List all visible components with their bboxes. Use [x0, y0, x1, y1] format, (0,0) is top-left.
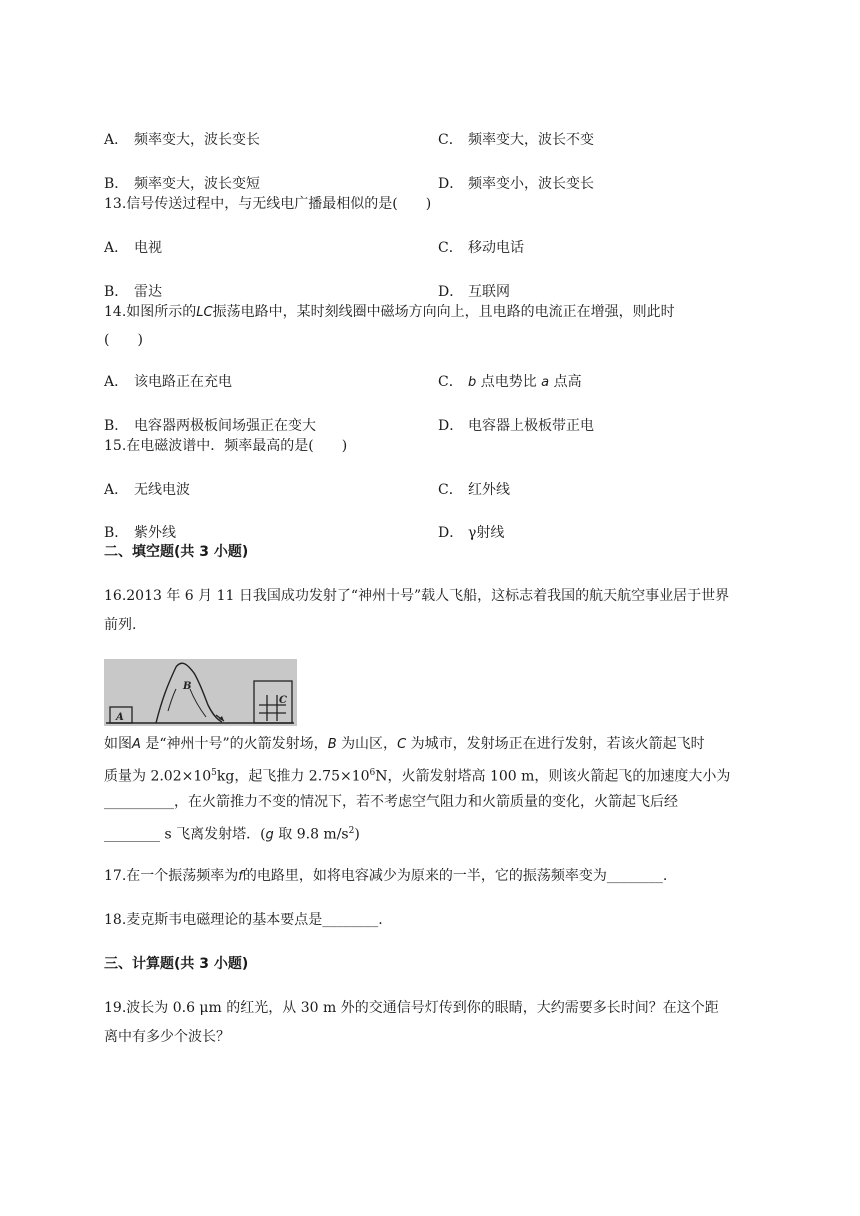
q16-para-line1: 如图A 是“神州十号”的火箭发射场，B 为山区，C 为城市，发射场正在进行发射，若该火箭起飞时	[104, 736, 705, 752]
mountain-ridge-1	[168, 689, 176, 711]
q12-option-d: D． 频率变小，波长变长	[438, 176, 594, 192]
figure-label-b: B	[183, 681, 192, 692]
q15-option-d: D． γ射线	[438, 525, 505, 541]
q16-stem-line2: 前列.	[104, 617, 137, 633]
q13-option-d: D． 互联网	[438, 284, 510, 300]
q18-stem: 18.麦克斯韦电磁理论的基本要点是________.	[104, 912, 383, 928]
q19-stem-line1: 19.波长为 0.6 μm 的红光，从 30 m 外的交通信号灯传到你的眼睛，大约需要多长时间？在这个距	[104, 1000, 719, 1016]
section-2-heading: 二、填空题(共 3 小题)	[104, 544, 249, 560]
q13-option-a: A． 电视	[104, 240, 162, 256]
q13-option-c: C． 移动电话	[438, 240, 524, 256]
q19-stem-line2: 离中有多少个波长？	[104, 1029, 230, 1045]
q16-stem-line1: 16.2013 年 6 月 11 日我国成功发射了“神州十号”载人飞船，这标志着我国的航天航空事业居于世界	[104, 588, 730, 604]
q15-option-c: C． 红外线	[438, 482, 510, 498]
q14-option-d: D． 电容器上极板带正电	[438, 418, 594, 434]
figure-label-a: A	[116, 712, 124, 723]
section-3-heading: 三、计算题(共 3 小题)	[104, 956, 249, 972]
q15-option-a: A． 无线电波	[104, 482, 190, 498]
mountain-outline	[156, 663, 222, 723]
q16-figure	[104, 659, 297, 726]
q14-stem: 14.如图所示的LC振荡电路中，某时刻线圈中磁场方向向上，且电路的电流正在增强，则此时	[104, 304, 675, 320]
q12-option-c: C． 频率变大，波长不变	[438, 132, 594, 148]
figure-label-c: C	[279, 695, 287, 706]
q14-option-c: C． b 点电势比 a 点高	[438, 374, 582, 390]
q14-option-a: A． 该电路正在充电	[104, 374, 232, 390]
launch-site-diagram	[104, 659, 297, 726]
q13-stem: 13.信号传送过程中，与无线电广播最相似的是( )	[104, 196, 432, 212]
q14-option-b: B． 电容器两极板间场强正在变大	[104, 418, 316, 434]
q12-option-a: A． 频率变大，波长变长	[104, 132, 260, 148]
q13-option-b: B． 雷达	[104, 284, 162, 300]
q16-para-line3: __________，在火箭推力不变的情况下，若不考虑空气阻力和火箭质量的变化，火箭起飞后经	[104, 794, 678, 810]
q16-para-line4: ________ s 飞离发射塔．(g 取 9.8 $m/s^2$)	[104, 826, 360, 843]
q17-stem: 17.在一个振荡频率为f的电路里，如将电容减少为原来的一半，它的振荡频率变为________.	[104, 868, 668, 884]
q15-stem: 15.在电磁波谱中．频率最高的是( )	[104, 438, 348, 454]
q16-para-line2: 质量为 $2.02\times 10^5kg$，起飞推力 $2.75\times 10^6N$，火箭发射塔高 100 m，则该火箭起飞的加速度大小为	[104, 768, 731, 785]
q15-option-b: B． 紫外线	[104, 525, 176, 541]
q12-option-b: B． 频率变大，波长变短	[104, 176, 260, 192]
q14-stem-line2: ( )	[104, 332, 143, 348]
